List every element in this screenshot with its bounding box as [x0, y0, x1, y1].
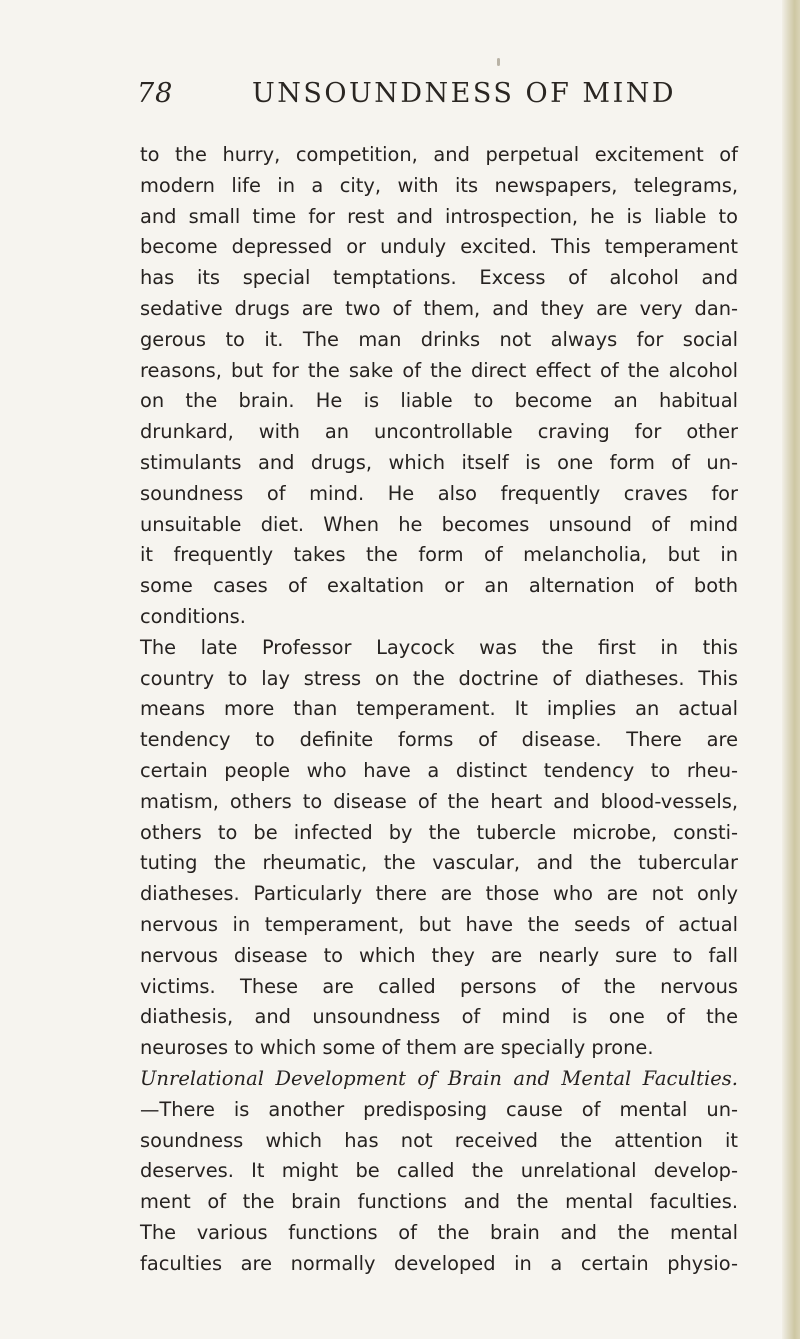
text-line: certain people who have a distinct tendency to rheu- — [140, 758, 738, 782]
section-heading: Unrelational Development of Brain and Mental Faculties. — [140, 1066, 738, 1090]
text-line: tendency to definite forms of disease. There are — [140, 728, 738, 752]
text-line: diatheses. Particularly there are those who are not only — [140, 882, 738, 906]
text-line: neuroses to which some of them are specially prone. — [140, 1036, 654, 1060]
text-line: stimulants and drugs, which itself is one form of un- — [140, 450, 738, 474]
text-line: reasons, but for the sake of the direct effect of the alcohol — [140, 358, 738, 382]
text-line: become depressed or unduly excited. This temperament — [140, 235, 738, 259]
text-line: gerous to it. The man drinks not always for social — [140, 327, 738, 351]
text-line: sedative drugs are two of them, and they are very dan- — [140, 296, 738, 320]
text-line: deserves. It might be called the unrelational develop- — [140, 1159, 738, 1183]
text-line: unsuitable diet. When he becomes unsound of mind — [140, 512, 738, 536]
text-line: drunkard, with an uncontrollable craving for other — [140, 420, 738, 444]
text-line: victims. These are called persons of the nervous — [140, 974, 738, 998]
text-line: soundness which has not received the attention it — [140, 1128, 738, 1152]
text-line: soundness of mind. He also frequently craves for — [140, 481, 738, 505]
text-line: has its special temptations. Excess of alcohol and — [140, 266, 738, 290]
text-line: others to be infected by the tubercle microbe, consti- — [140, 820, 738, 844]
text-line: —There is another predisposing cause of mental un- — [140, 1097, 738, 1121]
running-title: UNSOUNDNESS OF MIND — [252, 78, 677, 109]
text-line: ment of the brain functions and the mental faculties. — [140, 1190, 738, 1214]
paragraph-start-line: The late Professor Laycock was the first in this — [140, 635, 738, 659]
running-head — [0, 78, 800, 118]
page-number: 78 — [137, 78, 174, 109]
text-line: to the hurry, competition, and perpetual excitement of — [140, 143, 738, 166]
text-line: nervous in temperament, but have the seeds of actual — [140, 912, 738, 936]
text-line: on the brain. He is liable to become an habitual — [140, 389, 738, 413]
text-line: it frequently takes the form of melancholia, but in — [140, 543, 738, 567]
text-line: and small time for rest and introspection, he is liable to — [140, 204, 738, 228]
text-line: country to lay stress on the doctrine of diatheses. This — [140, 666, 738, 690]
page-edge-shadow — [782, 0, 800, 1339]
text-line: conditions. — [140, 604, 246, 628]
text-line: nervous disease to which they are nearly sure to fall — [140, 943, 738, 967]
text-line: The various functions of the brain and the mental — [140, 1220, 738, 1244]
text-line: diathesis, and unsoundness of mind is one of the — [140, 1005, 738, 1029]
text-line: some cases of exaltation or an alternation of both — [140, 574, 738, 598]
text-line: modern life in a city, with its newspapers, telegrams, — [140, 173, 738, 197]
text-line: tuting the rheumatic, the vascular, and the tubercular — [140, 851, 738, 875]
paper-speck — [497, 58, 500, 66]
text-line: means more than temperament. It implies an actual — [140, 697, 738, 721]
body-text — [140, 140, 738, 1279]
text-line: matism, others to disease of the heart and blood-vessels, — [140, 789, 738, 813]
text-line: faculties are normally developed in a certain physio- — [140, 1251, 738, 1275]
